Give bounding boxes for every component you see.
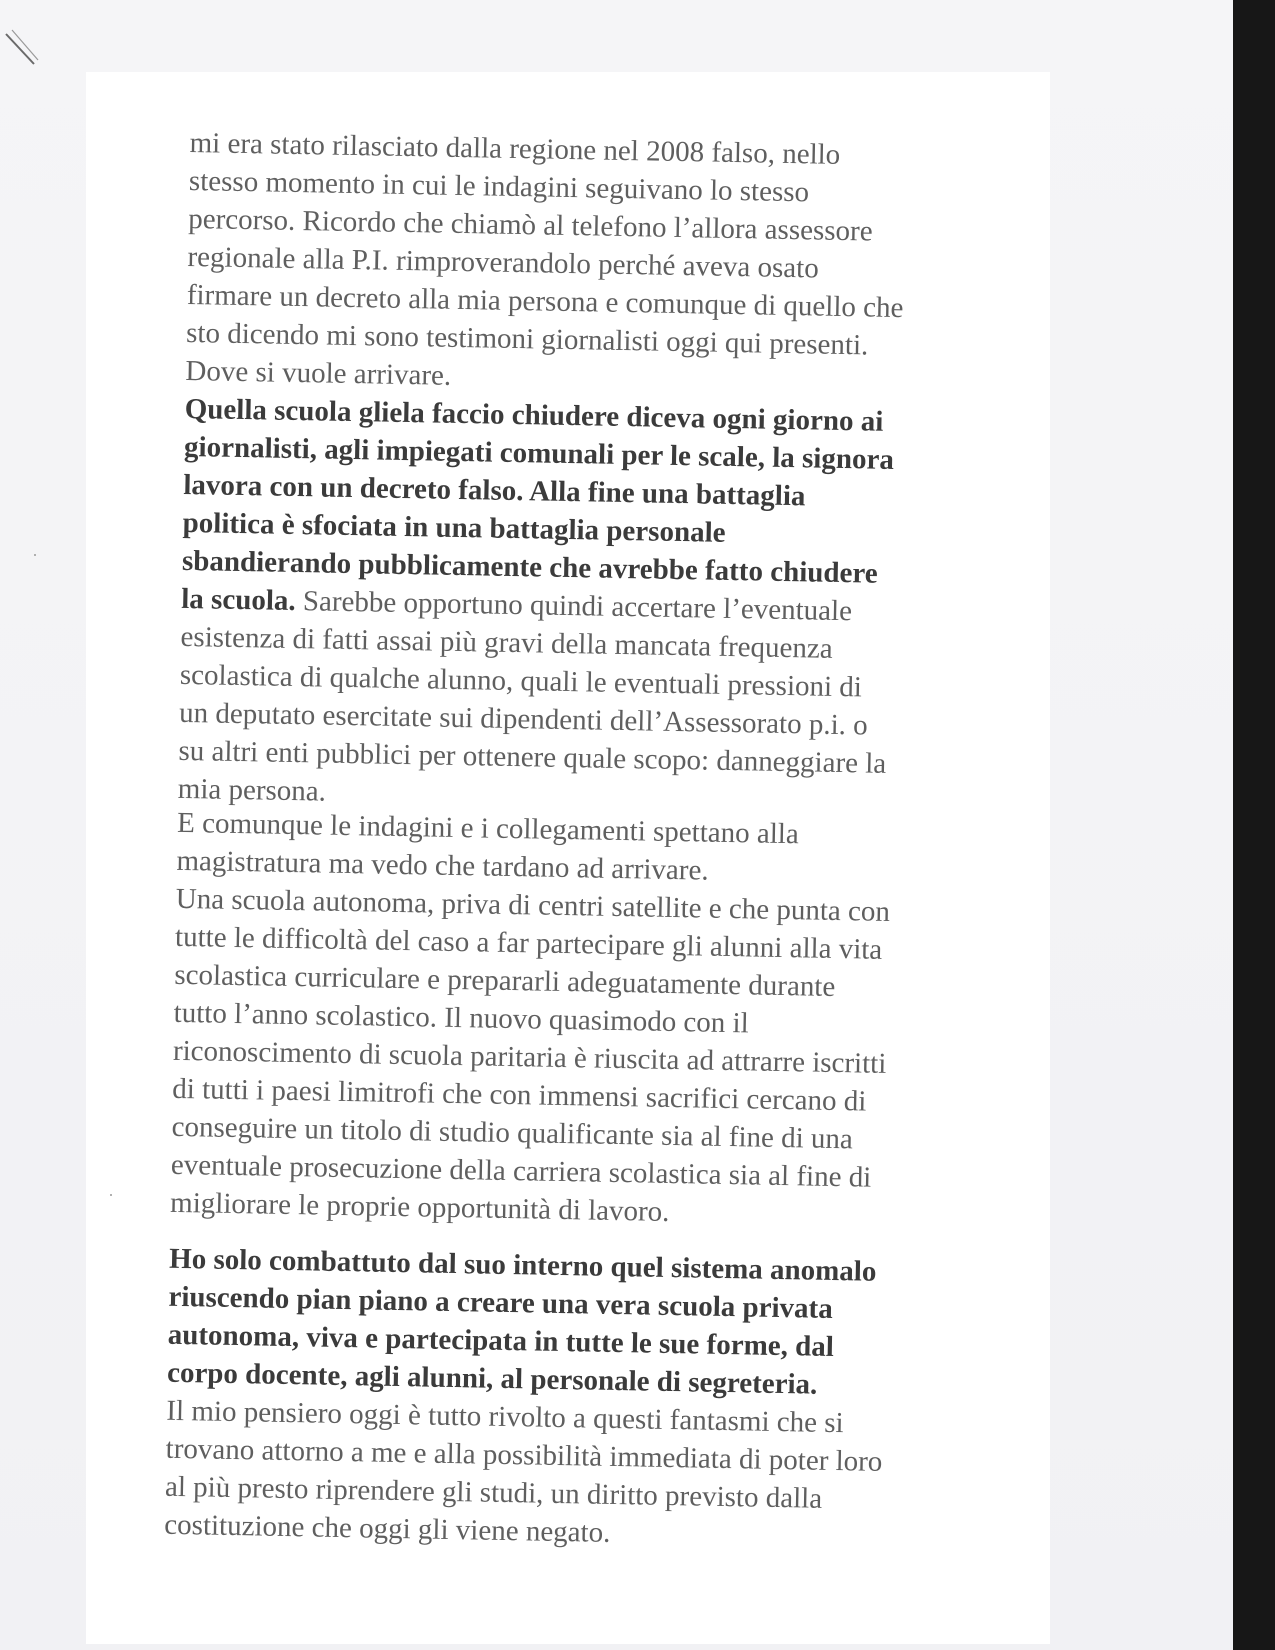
text-segment: costituzione che oggi gli viene negato. [164, 1508, 611, 1549]
bold-text-segment: autonoma, viva e partecipata in tutte le sue forme, dal [167, 1318, 835, 1364]
text-segment: scolastica curriculare e prepararli adeguatamente durante [174, 958, 836, 1003]
text-segment: stesso momento in cui le indagini seguivano lo stesso [188, 164, 810, 209]
text-segment: percorso. Ricordo che chiamò al telefono l’allora assessore [187, 202, 873, 248]
text-segment: scolastica di qualche alunno, quali le eventuali pressioni di [179, 658, 863, 704]
bold-text-segment: Quella scuola gliela faccio chiudere diceva ogni giorno ai [184, 392, 884, 438]
staple-mark [4, 16, 44, 76]
text-segment: tutte le difficoltà del caso a far partecipare gli alunni alla vita [174, 920, 883, 966]
text-segment: Sarebbe opportuno quindi accertare l’eventuale [295, 585, 853, 628]
bold-text-segment: corpo docente, agli alunni, al personale di segreteria. [166, 1356, 818, 1401]
document-body [164, 124, 1090, 1560]
text-segment: Il mio pensiero oggi è tutto rivolto a questi fantasmi che si [166, 1394, 844, 1440]
text-segment: riconoscimento di scuola paritaria è riuscita ad attrarre iscritti [172, 1034, 887, 1080]
bold-text-segment: politica è sfociata in una battaglia personale [182, 506, 726, 549]
text-segment: mia persona. [177, 772, 327, 808]
bold-text-segment: la scuola. [181, 582, 296, 618]
bold-text-segment: riuscendo pian piano a creare una vera scuola privata [168, 1280, 834, 1325]
text-segment: un deputato esercitate sui dipendenti dell’Assessorato p.i. o [178, 696, 868, 742]
text-segment: migliorare le proprie opportunità di lavoro. [169, 1186, 670, 1228]
document-page [86, 72, 1050, 1644]
scanner-edge [1233, 0, 1275, 1650]
text-segment: tutto l’anno scolastico. Il nuovo quasimodo con il [173, 996, 749, 1040]
text-segment: Una scuola autonoma, priva di centri satellite e che punta con [175, 882, 891, 928]
text-segment: eventuale prosecuzione della carriera scolastica sia al fine di [170, 1148, 872, 1194]
text-segment: magistratura ma vedo che tardano ad arrivare. [176, 844, 709, 887]
text-segment: regionale alla P.I. rimproverandolo perché aveva osato [187, 240, 820, 285]
text-segment: E comunque le indagini e i collegamenti spettano alla [176, 806, 800, 851]
text-segment: sto dicendo mi sono testimoni giornalisti oggi qui presenti. [185, 316, 869, 362]
text-segment: conseguire un titolo di studio qualificante sia al fine di una [171, 1110, 854, 1156]
text-segment: al più presto riprendere gli studi, un diritto previsto dalla [164, 1470, 823, 1515]
bold-text-segment: sbandierando pubblicamente che avrebbe fatto chiudere [181, 544, 878, 590]
text-segment: esistenza di fatti assai più gravi della mancata frequenza [180, 620, 833, 665]
scan-dust [34, 554, 36, 556]
text-segment: Dove si vuole arrivare. [185, 354, 452, 392]
bold-text-segment: Ho solo combattuto dal suo interno quel sistema anomalo [168, 1242, 877, 1288]
text-segment: firmare un decreto alla mia persona e comunque di quello che [186, 278, 904, 325]
scan-dust [110, 1194, 112, 1196]
bold-text-segment: lavora con un decreto falso. Alla fine una battaglia [183, 468, 806, 513]
bold-text-segment: giornalisti, agli impiegati comunali per le scale, la signora [183, 430, 895, 476]
text-segment: su altri enti pubblici per ottenere quale scopo: danneggiare la [178, 734, 887, 780]
text-segment: di tutti i paesi limitrofi che con immensi sacrifici cercano di [172, 1072, 867, 1118]
text-segment: trovano attorno a me e alla possibilità immediata di poter loro [165, 1432, 883, 1478]
text-segment: mi era stato rilasciato dalla regione nel 2008 falso, nello [189, 126, 841, 171]
